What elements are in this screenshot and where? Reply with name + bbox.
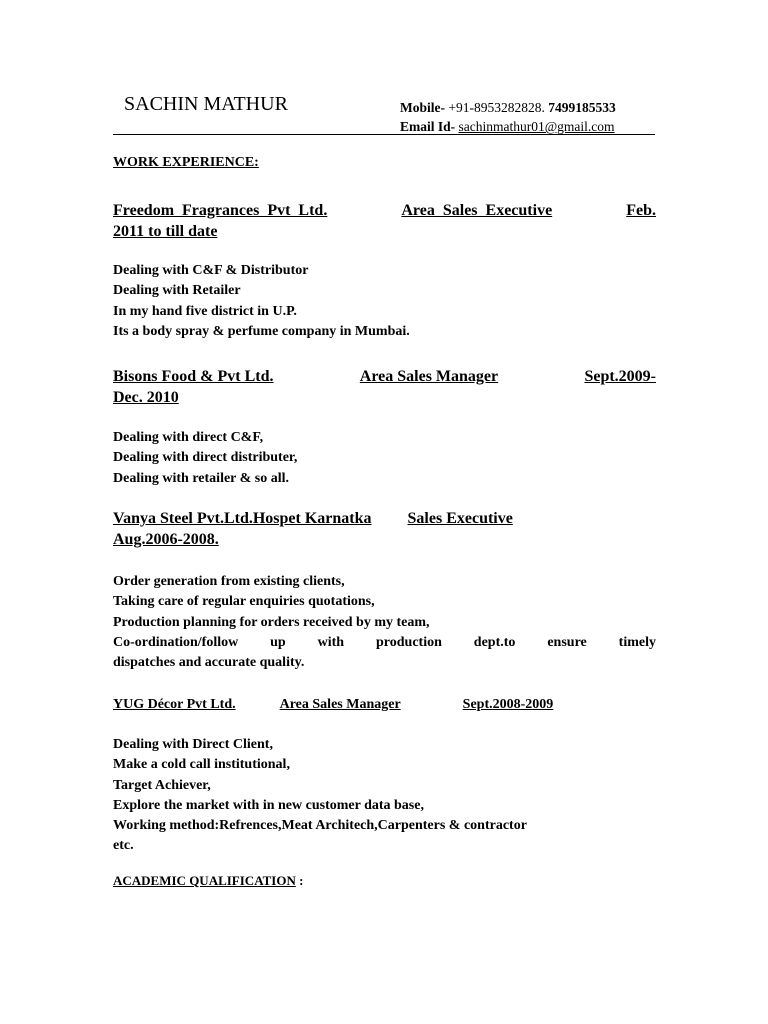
mobile-alt-number: 7499185533 [544,100,616,115]
academic-heading [113,873,303,889]
duty-item: Make a cold call institutional, [113,757,290,773]
header-divider [113,134,655,135]
duty-item: Target Achiever, [113,777,211,793]
duty-item: Working method:Refrences,Meat Architech,Carpenters & contractor [113,818,527,834]
job-role: Sales Executive [407,510,513,527]
job-company: Vanya Steel Pvt.Ltd.Hospet Karnatka [113,510,372,527]
job-period-end: 2011 to till date [113,223,218,240]
job-role: Area Sales Executive [401,202,553,219]
duty-item: Dealing with Direct Client, [113,737,273,752]
job-company: YUG Décor Pvt Ltd. [113,697,236,712]
job-heading-row [113,694,656,715]
job-company: Freedom Fragrances Pvt Ltd. [113,202,328,219]
duty-item: Dealing with direct distributer, [113,450,298,466]
duty-item: Dealing with C&F & Distributor [113,263,309,278]
job-duties [113,261,656,342]
job-period-start: Sept.2009- [584,368,656,385]
duty-item: In my hand five district in U.P. [113,303,297,319]
academic-suffix: : [295,873,304,888]
job-role: Area Sales Manager [279,697,401,712]
job-period-end: Aug.2006-2008. [113,531,219,548]
job-duties [113,572,656,673]
duty-item: Explore the market with in new customer data base, [113,797,424,813]
job-company: Bisons Food & Pvt Ltd. [113,368,274,385]
contact-block [400,98,616,136]
email-link[interactable]: sachinmathur01@gmail.com [458,119,615,134]
duty-item: Taking care of regular enquiries quotations, [113,594,375,610]
work-experience-heading: WORK EXPERIENCE: [113,155,259,170]
job-heading [113,366,656,408]
mobile-number: +91-8953282828. [445,100,545,115]
duty-item: Its a body spray & perfume company in Mumbai. [113,323,410,339]
duty-item: dispatches and accurate quality. [113,655,305,671]
mobile-line [400,98,616,117]
duty-item: Order generation from existing clients, [113,574,345,589]
job-duties [113,735,656,857]
job-role: Area Sales Manager [359,368,499,385]
candidate-name: SACHIN MATHUR [124,93,288,115]
job-heading-row [113,200,656,221]
job-heading-row [113,508,656,529]
duty-item: Dealing with retailer & so all. [113,470,290,486]
job-period-start: Feb. [626,202,656,219]
job-heading [113,694,656,715]
academic-title: ACADEMIC QUALIFICATION [113,873,296,888]
job-heading-row [113,366,656,387]
job-heading [113,200,656,242]
mobile-label: Mobile- [400,100,445,115]
duty-item: Co-ordination/follow up with production dept.to ensure timely [113,634,656,650]
duty-item: Production planning for orders received by my team, [113,614,430,630]
job-duties [113,428,656,489]
job-period-start: Sept.2008-2009 [462,697,554,712]
duty-item: Dealing with direct C&F, [113,430,264,445]
duty-item: etc. [113,838,134,854]
email-label: Email Id- [400,119,456,134]
job-period-end: Dec. 2010 [113,389,179,406]
job-heading [113,508,656,550]
duty-item: Dealing with Retailer [113,283,241,299]
